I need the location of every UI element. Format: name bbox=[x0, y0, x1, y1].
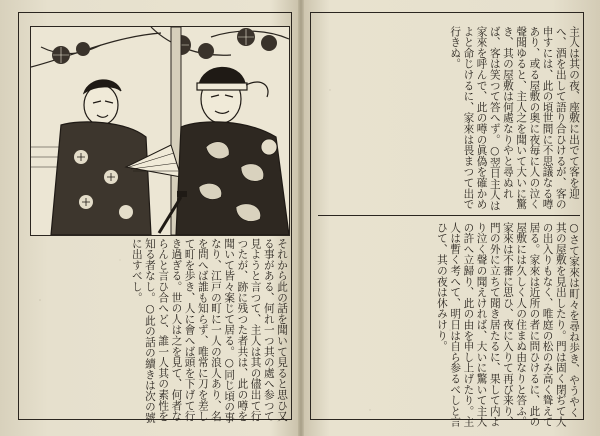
left-page-body-text: それから此の話を聞いて見ると思ひ又る事がある、何れ一つ其の處へ参つて見ようと言つて、主人は其の儘出て行つたが、跡に残つた者共は、此の噂を聞いて皆々案じて居る。○同じ頃の事なり、江戸の町に一人の浪人あり、名を問へば誰も知らず、唯常に刀を差して町を歩き、人に會へば頭を下げて行き過ぎる。世の人は之を見て、何者ならんと言ひ合へど、誰一人其の素性を知る者なし。○此の話の續きは次の號に出すべし。 bbox=[130, 238, 288, 423]
right-page-top-text: 主人は其の夜、座敷に出でて客を迎へ、酒を出して語り合ひけるが、客の申すには、此の頃世間に不思議なる噂あり、或る屋敷の奥に夜毎に人の泣く聲聞ゆると、主人之を聞いて大いに驚き、其の屋敷は何處なりやと尋ぬれば、客は笑つて答へず。○翌日主人は家來を呼んで、此の噂の眞偽を確かめよと命じけるに、家來は畏まつて出で行きぬ。 bbox=[449, 26, 580, 211]
right-page-bottom-text: ○さて家來は町々を尋ね歩き、やうやく其の屋敷を見出したり。門は固く閉ぢて人の出入りもなく、唯庭の松のみ高く聳えて居る。家來は近所の者に問ひけるに、此の屋敷には久しく人の住まぬ由なりと答ふ。家來は不審に思ひ、夜に入りて再び来り、門の外に立ちて聞き居たるに、果して内より泣く聲の聞えければ、大いに驚いて主人の許へ立歸り、此の由を申し上げたり。主人は暫く考へて、明日は自ら参るべしと言ひて、其の夜は休みけり。 bbox=[435, 222, 580, 428]
woodblock-print-image bbox=[31, 27, 289, 235]
section-divider-rule bbox=[318, 215, 580, 216]
left-page bbox=[12, 8, 298, 426]
right-page bbox=[304, 8, 590, 426]
woodblock-illustration bbox=[30, 26, 290, 236]
